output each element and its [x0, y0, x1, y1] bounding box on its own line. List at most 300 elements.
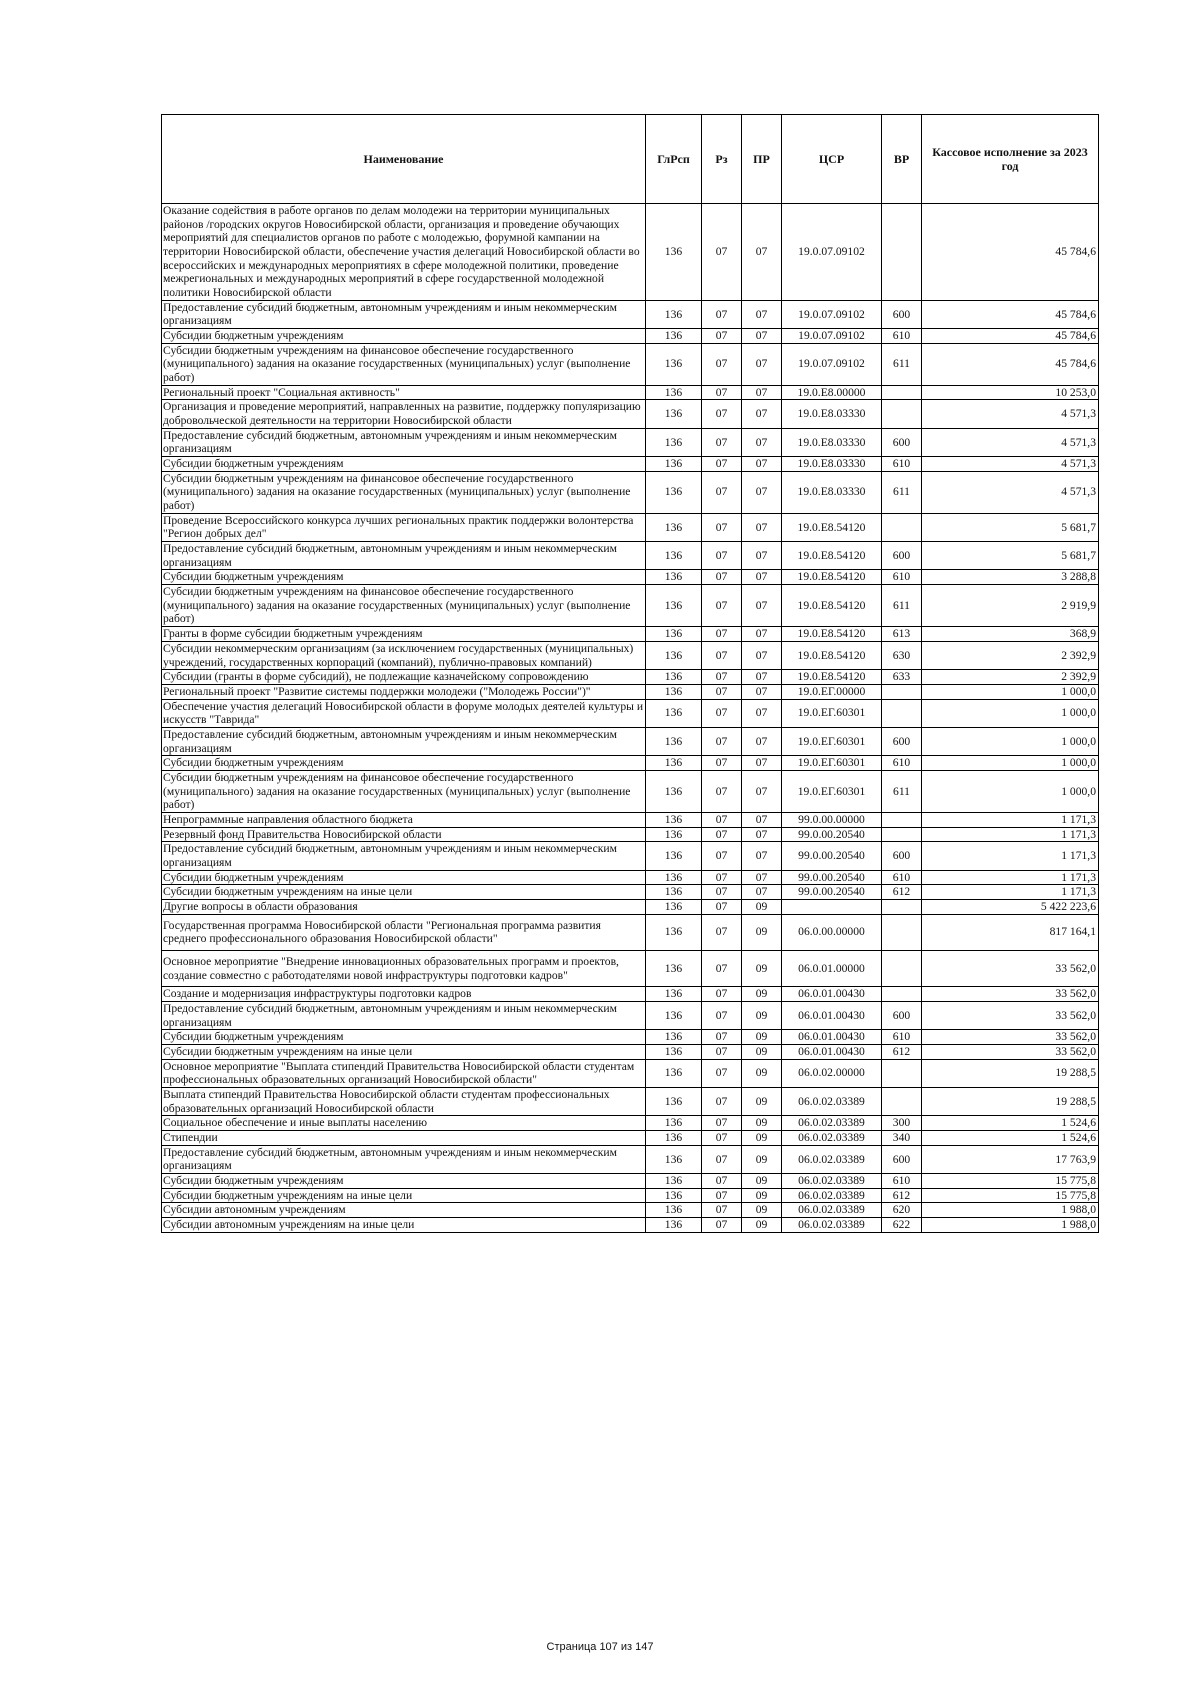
cell-csr: 19.0.E8.03330	[782, 400, 882, 428]
cell-pr: 07	[742, 385, 782, 400]
cell-rz: 07	[702, 1131, 742, 1146]
table-row	[162, 627, 1099, 642]
cell-pr: 09	[742, 1131, 782, 1146]
cell-rz: 07	[702, 1001, 742, 1029]
cell-pr: 07	[742, 428, 782, 456]
cell-vr	[882, 827, 922, 842]
cell-rz: 07	[702, 1030, 742, 1045]
cell-rz: 07	[702, 585, 742, 627]
table-row	[162, 1030, 1099, 1045]
table-row	[162, 457, 1099, 472]
table-row	[162, 570, 1099, 585]
cell-name: Государственная программа Новосибирской области "Региональная программа развития среднего профессионального образования Новосибирской области"	[162, 914, 646, 950]
cell-glrp: 136	[646, 1059, 702, 1087]
table-row	[162, 343, 1099, 385]
table-row	[162, 471, 1099, 513]
cell-glrp: 136	[646, 684, 702, 699]
cell-name: Субсидии бюджетным учреждениям	[162, 756, 646, 771]
cell-glrp: 136	[646, 1087, 702, 1115]
cell-vr: 610	[882, 756, 922, 771]
cell-glrp: 136	[646, 870, 702, 885]
cell-vr: 630	[882, 641, 922, 669]
cell-rz: 07	[702, 204, 742, 301]
cell-vr: 610	[882, 870, 922, 885]
cell-name: Субсидии некоммерческим организациям (за исключением государственных (муниципальных) учреждений, государственных корпораций (компаний), публично-правовых компаний)	[162, 641, 646, 669]
cell-pr: 07	[742, 457, 782, 472]
cell-vr: 600	[882, 428, 922, 456]
cell-sum: 4 571,3	[922, 400, 1099, 428]
cell-pr: 09	[742, 950, 782, 986]
cell-csr: 06.0.00.00000	[782, 914, 882, 950]
cell-sum: 1 171,3	[922, 842, 1099, 870]
cell-name: Субсидии (гранты в форме субсидий), не подлежащие казначейскому сопровождению	[162, 670, 646, 685]
cell-pr: 07	[742, 699, 782, 727]
cell-vr	[882, 812, 922, 827]
cell-rz: 07	[702, 1087, 742, 1115]
cell-vr	[882, 950, 922, 986]
table-row	[162, 670, 1099, 685]
cell-csr: 06.0.01.00430	[782, 1001, 882, 1029]
cell-csr: 99.0.00.20540	[782, 842, 882, 870]
cell-vr: 600	[882, 1145, 922, 1173]
cell-csr: 06.0.01.00430	[782, 1030, 882, 1045]
cell-vr	[882, 204, 922, 301]
cell-glrp: 136	[646, 204, 702, 301]
header-glrp: ГлРсп	[646, 115, 702, 204]
cell-name: Проведение Всероссийского конкурса лучших региональных практик поддержки волонтерства "Регион добрых дел"	[162, 513, 646, 541]
cell-name: Субсидии бюджетным учреждениям	[162, 870, 646, 885]
cell-name: Предоставление субсидий бюджетным, автономным учреждениям и иным некоммерческим организациям	[162, 300, 646, 328]
cell-csr: 19.0.E8.00000	[782, 385, 882, 400]
cell-pr: 09	[742, 1116, 782, 1131]
cell-csr: 06.0.01.00430	[782, 1044, 882, 1059]
cell-rz: 07	[702, 885, 742, 900]
cell-glrp: 136	[646, 385, 702, 400]
cell-rz: 07	[702, 1203, 742, 1218]
cell-pr: 07	[742, 756, 782, 771]
table-row	[162, 727, 1099, 755]
cell-rz: 07	[702, 987, 742, 1002]
cell-pr: 09	[742, 1203, 782, 1218]
cell-vr: 611	[882, 770, 922, 812]
cell-name: Субсидии автономным учреждениям	[162, 1203, 646, 1218]
cell-pr: 07	[742, 585, 782, 627]
cell-rz: 07	[702, 570, 742, 585]
table-row	[162, 1044, 1099, 1059]
table-row	[162, 641, 1099, 669]
cell-rz: 07	[702, 627, 742, 642]
table-row	[162, 899, 1099, 914]
cell-rz: 07	[702, 770, 742, 812]
cell-csr: 06.0.02.03389	[782, 1116, 882, 1131]
cell-glrp: 136	[646, 756, 702, 771]
cell-glrp: 136	[646, 627, 702, 642]
table-row	[162, 1174, 1099, 1189]
cell-rz: 07	[702, 1218, 742, 1233]
cell-rz: 07	[702, 727, 742, 755]
cell-vr: 610	[882, 1174, 922, 1189]
cell-rz: 07	[702, 400, 742, 428]
table-body	[162, 204, 1099, 1233]
cell-pr: 09	[742, 1044, 782, 1059]
cell-glrp: 136	[646, 987, 702, 1002]
cell-glrp: 136	[646, 300, 702, 328]
budget-table	[161, 114, 1099, 1233]
cell-name: Резервный фонд Правительства Новосибирской области	[162, 827, 646, 842]
table-row	[162, 1131, 1099, 1146]
cell-rz: 07	[702, 1116, 742, 1131]
cell-csr: 19.0.07.09102	[782, 204, 882, 301]
cell-sum: 4 571,3	[922, 428, 1099, 456]
cell-vr: 600	[882, 842, 922, 870]
cell-glrp: 136	[646, 1044, 702, 1059]
table-row	[162, 842, 1099, 870]
cell-glrp: 136	[646, 457, 702, 472]
cell-vr: 300	[882, 1116, 922, 1131]
cell-rz: 07	[702, 812, 742, 827]
cell-csr: 19.0.E8.54120	[782, 641, 882, 669]
cell-name: Субсидии бюджетным учреждениям на финансовое обеспечение государственного (муниципального) задания на оказание государственных (муниципальных) услуг (выполнение работ)	[162, 471, 646, 513]
cell-sum: 33 562,0	[922, 987, 1099, 1002]
cell-vr: 633	[882, 670, 922, 685]
cell-sum: 817 164,1	[922, 914, 1099, 950]
cell-name: Предоставление субсидий бюджетным, автономным учреждениям и иным некоммерческим организациям	[162, 727, 646, 755]
table-row	[162, 1203, 1099, 1218]
cell-rz: 07	[702, 513, 742, 541]
cell-glrp: 136	[646, 885, 702, 900]
cell-pr: 07	[742, 329, 782, 344]
cell-glrp: 136	[646, 1218, 702, 1233]
cell-sum: 1 171,3	[922, 885, 1099, 900]
cell-glrp: 136	[646, 428, 702, 456]
cell-vr	[882, 699, 922, 727]
cell-name: Выплата стипендий Правительства Новосибирской области студентам профессиональных образовательных организаций Новосибирской области	[162, 1087, 646, 1115]
cell-name: Другие вопросы в области образования	[162, 899, 646, 914]
cell-pr: 07	[742, 812, 782, 827]
cell-rz: 07	[702, 1044, 742, 1059]
cell-csr: 06.0.02.03389	[782, 1188, 882, 1203]
table-row	[162, 987, 1099, 1002]
cell-csr: 19.0.ЕГ.60301	[782, 699, 882, 727]
cell-pr: 07	[742, 400, 782, 428]
cell-name: Организация и проведение мероприятий, направленных на развитие, поддержку популяризацию добровольческой деятельности на территории Новосибирской области	[162, 400, 646, 428]
cell-name: Региональный проект "Развитие системы поддержки молодежи ("Молодежь России")"	[162, 684, 646, 699]
header-pr: ПР	[742, 115, 782, 204]
cell-vr	[882, 1059, 922, 1087]
cell-name: Стипендии	[162, 1131, 646, 1146]
cell-name: Предоставление субсидий бюджетным, автономным учреждениям и иным некоммерческим организациям	[162, 1001, 646, 1029]
cell-glrp: 136	[646, 842, 702, 870]
cell-pr: 07	[742, 204, 782, 301]
cell-glrp: 136	[646, 585, 702, 627]
cell-vr: 600	[882, 542, 922, 570]
cell-name: Субсидии бюджетным учреждениям	[162, 457, 646, 472]
cell-sum: 1 171,3	[922, 827, 1099, 842]
cell-glrp: 136	[646, 1131, 702, 1146]
cell-name: Предоставление субсидий бюджетным, автономным учреждениям и иным некоммерческим организациям	[162, 542, 646, 570]
cell-pr: 09	[742, 914, 782, 950]
cell-vr: 600	[882, 1001, 922, 1029]
cell-glrp: 136	[646, 914, 702, 950]
cell-pr: 09	[742, 1174, 782, 1189]
cell-vr	[882, 899, 922, 914]
table-row	[162, 1145, 1099, 1173]
cell-sum: 2 392,9	[922, 670, 1099, 685]
table-header-row	[162, 115, 1099, 204]
cell-csr: 06.0.02.03389	[782, 1087, 882, 1115]
cell-csr: 06.0.02.03389	[782, 1218, 882, 1233]
cell-rz: 07	[702, 641, 742, 669]
cell-name: Субсидии бюджетным учреждениям на иные цели	[162, 885, 646, 900]
cell-rz: 07	[702, 1145, 742, 1173]
cell-vr: 610	[882, 1030, 922, 1045]
cell-csr: 19.0.E8.54120	[782, 627, 882, 642]
cell-glrp: 136	[646, 1145, 702, 1173]
cell-name: Предоставление субсидий бюджетным, автономным учреждениям и иным некоммерческим организациям	[162, 428, 646, 456]
cell-name: Субсидии бюджетным учреждениям на финансовое обеспечение государственного (муниципального) задания на оказание государственных (муниципальных) услуг (выполнение работ)	[162, 343, 646, 385]
cell-csr: 06.0.02.03389	[782, 1131, 882, 1146]
cell-name: Предоставление субсидий бюджетным, автономным учреждениям и иным некоммерческим организациям	[162, 1145, 646, 1173]
cell-csr: 19.0.E8.03330	[782, 471, 882, 513]
cell-name: Гранты в форме субсидии бюджетным учреждениям	[162, 627, 646, 642]
cell-csr: 06.0.02.00000	[782, 1059, 882, 1087]
cell-sum: 3 288,8	[922, 570, 1099, 585]
cell-glrp: 136	[646, 827, 702, 842]
cell-name: Субсидии бюджетным учреждениям на иные цели	[162, 1188, 646, 1203]
cell-pr: 07	[742, 300, 782, 328]
cell-glrp: 136	[646, 812, 702, 827]
table-row	[162, 400, 1099, 428]
cell-rz: 07	[702, 1174, 742, 1189]
cell-pr: 09	[742, 987, 782, 1002]
cell-vr	[882, 513, 922, 541]
cell-glrp: 136	[646, 727, 702, 755]
cell-pr: 07	[742, 570, 782, 585]
cell-pr: 07	[742, 670, 782, 685]
cell-name: Субсидии бюджетным учреждениям на иные цели	[162, 1044, 646, 1059]
cell-csr: 19.0.07.09102	[782, 300, 882, 328]
cell-sum: 19 288,5	[922, 1087, 1099, 1115]
cell-glrp: 136	[646, 699, 702, 727]
cell-sum: 45 784,6	[922, 300, 1099, 328]
cell-pr: 09	[742, 1001, 782, 1029]
table-row	[162, 885, 1099, 900]
table-row	[162, 914, 1099, 950]
cell-vr: 610	[882, 329, 922, 344]
cell-rz: 07	[702, 471, 742, 513]
cell-glrp: 136	[646, 641, 702, 669]
cell-pr: 09	[742, 1188, 782, 1203]
cell-sum: 1 171,3	[922, 812, 1099, 827]
cell-rz: 07	[702, 428, 742, 456]
table-row	[162, 1218, 1099, 1233]
cell-sum: 2 919,9	[922, 585, 1099, 627]
table-row	[162, 1116, 1099, 1131]
cell-sum: 17 763,9	[922, 1145, 1099, 1173]
cell-pr: 09	[742, 899, 782, 914]
cell-name: Региональный проект "Социальная активность"	[162, 385, 646, 400]
cell-csr: 06.0.02.03389	[782, 1203, 882, 1218]
cell-pr: 09	[742, 1087, 782, 1115]
cell-pr: 07	[742, 513, 782, 541]
cell-rz: 07	[702, 870, 742, 885]
cell-sum: 5 681,7	[922, 513, 1099, 541]
cell-vr: 610	[882, 457, 922, 472]
cell-vr	[882, 914, 922, 950]
table-row	[162, 870, 1099, 885]
header-csr: ЦСР	[782, 115, 882, 204]
header-sum: Кассовое исполнение за 2023 год	[922, 115, 1099, 204]
cell-glrp: 136	[646, 1116, 702, 1131]
cell-sum: 1 988,0	[922, 1218, 1099, 1233]
cell-pr: 07	[742, 542, 782, 570]
cell-pr: 07	[742, 727, 782, 755]
cell-sum: 5 422 223,6	[922, 899, 1099, 914]
cell-glrp: 136	[646, 770, 702, 812]
header-name: Наименование	[162, 115, 646, 204]
cell-name: Субсидии бюджетным учреждениям на финансовое обеспечение государственного (муниципального) задания на оказание государственных (муниципальных) услуг (выполнение работ)	[162, 770, 646, 812]
table-row	[162, 428, 1099, 456]
cell-csr: 19.0.E8.03330	[782, 457, 882, 472]
header-rz: Рз	[702, 115, 742, 204]
cell-vr: 611	[882, 585, 922, 627]
cell-pr: 09	[742, 1030, 782, 1045]
table-row	[162, 1087, 1099, 1115]
header-vr: ВР	[882, 115, 922, 204]
cell-glrp: 136	[646, 1030, 702, 1045]
table-row	[162, 300, 1099, 328]
cell-pr: 07	[742, 770, 782, 812]
cell-glrp: 136	[646, 343, 702, 385]
cell-csr: 19.0.E8.03330	[782, 428, 882, 456]
cell-rz: 07	[702, 827, 742, 842]
cell-rz: 07	[702, 842, 742, 870]
cell-rz: 07	[702, 300, 742, 328]
cell-csr: 19.0.07.09102	[782, 343, 882, 385]
cell-vr: 622	[882, 1218, 922, 1233]
cell-name: Основное мероприятие "Внедрение инновационных образовательных программ и проектов, создание совместно с работодателями новой инфраструктуры подготовки кадров"	[162, 950, 646, 986]
cell-sum: 10 253,0	[922, 385, 1099, 400]
cell-sum: 1 000,0	[922, 727, 1099, 755]
cell-glrp: 136	[646, 950, 702, 986]
cell-vr	[882, 987, 922, 1002]
table-row	[162, 827, 1099, 842]
cell-csr: 19.0.ЕГ.00000	[782, 684, 882, 699]
table-row	[162, 770, 1099, 812]
cell-pr: 07	[742, 870, 782, 885]
cell-csr: 19.0.E8.54120	[782, 570, 882, 585]
cell-rz: 07	[702, 329, 742, 344]
cell-sum: 1 000,0	[922, 699, 1099, 727]
cell-csr: 19.0.ЕГ.60301	[782, 770, 882, 812]
cell-vr: 612	[882, 1188, 922, 1203]
cell-pr: 07	[742, 842, 782, 870]
cell-pr: 07	[742, 827, 782, 842]
cell-vr: 611	[882, 343, 922, 385]
cell-csr: 19.0.E8.54120	[782, 542, 882, 570]
cell-pr: 07	[742, 343, 782, 385]
table-row	[162, 812, 1099, 827]
cell-csr: 06.0.01.00430	[782, 987, 882, 1002]
cell-name: Субсидии бюджетным учреждениям на финансовое обеспечение государственного (муниципального) задания на оказание государственных (муниципальных) услуг (выполнение работ)	[162, 585, 646, 627]
cell-rz: 07	[702, 699, 742, 727]
table-row	[162, 756, 1099, 771]
cell-vr: 612	[882, 885, 922, 900]
cell-glrp: 136	[646, 1174, 702, 1189]
cell-csr	[782, 899, 882, 914]
cell-sum: 33 562,0	[922, 1001, 1099, 1029]
cell-rz: 07	[702, 343, 742, 385]
cell-rz: 07	[702, 950, 742, 986]
cell-glrp: 136	[646, 542, 702, 570]
cell-sum: 33 562,0	[922, 1044, 1099, 1059]
cell-glrp: 136	[646, 899, 702, 914]
cell-sum: 15 775,8	[922, 1174, 1099, 1189]
cell-vr	[882, 400, 922, 428]
cell-sum: 45 784,6	[922, 343, 1099, 385]
cell-glrp: 136	[646, 670, 702, 685]
cell-rz: 07	[702, 684, 742, 699]
cell-sum: 5 681,7	[922, 542, 1099, 570]
table-row	[162, 329, 1099, 344]
cell-csr: 19.0.ЕГ.60301	[782, 727, 882, 755]
table-row	[162, 385, 1099, 400]
cell-vr: 612	[882, 1044, 922, 1059]
page-footer: Страница 107 из 147	[546, 1641, 654, 1653]
cell-vr: 611	[882, 471, 922, 513]
cell-csr: 99.0.00.20540	[782, 827, 882, 842]
table-row	[162, 1188, 1099, 1203]
cell-pr: 07	[742, 627, 782, 642]
cell-pr: 09	[742, 1059, 782, 1087]
cell-name: Социальное обеспечение и иные выплаты населению	[162, 1116, 646, 1131]
table-row	[162, 204, 1099, 301]
cell-name: Создание и модернизация инфраструктуры подготовки кадров	[162, 987, 646, 1002]
cell-sum: 19 288,5	[922, 1059, 1099, 1087]
cell-name: Непрограммные направления областного бюджета	[162, 812, 646, 827]
cell-csr: 99.0.00.00000	[782, 812, 882, 827]
cell-rz: 07	[702, 914, 742, 950]
cell-csr: 19.0.E8.54120	[782, 670, 882, 685]
cell-sum: 33 562,0	[922, 1030, 1099, 1045]
cell-pr: 07	[742, 471, 782, 513]
cell-glrp: 136	[646, 513, 702, 541]
cell-rz: 07	[702, 1188, 742, 1203]
cell-vr: 340	[882, 1131, 922, 1146]
cell-sum: 1 171,3	[922, 870, 1099, 885]
cell-name: Субсидии бюджетным учреждениям	[162, 1030, 646, 1045]
cell-csr: 99.0.00.20540	[782, 870, 882, 885]
cell-sum: 1 524,6	[922, 1116, 1099, 1131]
cell-name: Предоставление субсидий бюджетным, автономным учреждениям и иным некоммерческим организациям	[162, 842, 646, 870]
cell-rz: 07	[702, 542, 742, 570]
cell-name: Субсидии бюджетным учреждениям	[162, 329, 646, 344]
cell-sum: 4 571,3	[922, 457, 1099, 472]
cell-pr: 09	[742, 1218, 782, 1233]
cell-sum: 4 571,3	[922, 471, 1099, 513]
cell-name: Обеспечение участия делегаций Новосибирской области в форуме молодых деятелей культуры и искусств "Таврида"	[162, 699, 646, 727]
cell-sum: 1 524,6	[922, 1131, 1099, 1146]
cell-vr: 613	[882, 627, 922, 642]
cell-csr: 06.0.02.03389	[782, 1145, 882, 1173]
cell-csr: 19.0.ЕГ.60301	[782, 756, 882, 771]
table-row	[162, 542, 1099, 570]
cell-csr: 06.0.01.00000	[782, 950, 882, 986]
table-row	[162, 699, 1099, 727]
cell-glrp: 136	[646, 1188, 702, 1203]
cell-sum: 368,9	[922, 627, 1099, 642]
cell-csr: 99.0.00.20540	[782, 885, 882, 900]
